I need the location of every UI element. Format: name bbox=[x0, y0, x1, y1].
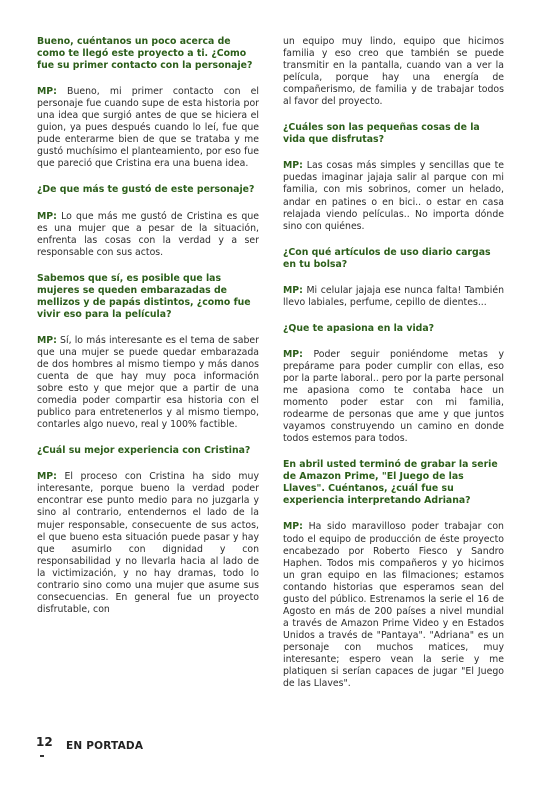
interview-answer bbox=[37, 86, 259, 170]
speaker-label: MP: bbox=[37, 86, 57, 98]
interview-question: ¿Que te apasiona en la vida? bbox=[283, 322, 435, 334]
interview-answer bbox=[283, 160, 504, 232]
answer-text: Ha sido maravilloso poder trabajar con todo el equipo de producción de éste proyecto encabezado por Roberto Fiesco y Sandro Haphen. Todos mis compañeros y yo hicimos un gran equipo en las filmaciones; estamos contando historias que esperamos sean del gusto del público. Estrenamos la serie el 16 de Agosto en más de 200 países a nivel mundial a través de Amazon Prime Video y en Estados Unidos a través de "Pantaya". "Adriana" es un personaje con muchos matices, muy interesante; espero vean la serie y me platiquen si serían capaces de jugar "El Juego de las Llaves". bbox=[283, 521, 504, 690]
page-number-dash bbox=[40, 755, 44, 757]
qa-block bbox=[37, 36, 259, 72]
interview-answer bbox=[37, 211, 259, 259]
interview-answer bbox=[283, 285, 504, 309]
qa-block bbox=[37, 184, 259, 196]
answer-text: Poder seguir poniéndome metas y prepárame para poder cumplir con ellas, eso por la parte laboral.. pero por la parte personal me apasiona como te contaba hace un momento poder estar con mi familia, rodearme de personas que ame y que juntos vayamos construyendo un camino en donde todos estemos para todos. bbox=[283, 348, 504, 445]
qa-block bbox=[37, 273, 259, 321]
interview-answer bbox=[37, 471, 259, 616]
speaker-label: MP: bbox=[37, 210, 57, 222]
interview-answer bbox=[283, 349, 504, 445]
page-number: 12 bbox=[36, 735, 53, 749]
qa-block bbox=[283, 122, 504, 146]
answer-text: Bueno, mi primer contacto con el personaje fue cuando supe de esta historia por una idea que surgió antes de que se hiciera el guion, ya pues después cuando lo leí, fue que pude enterarme bien de que se trataba y me gustó muchísimo el planteamiento, por eso fue que pareció que Cristina era una buena idea. bbox=[37, 86, 259, 170]
interview-question: ¿Cuáles son las pequeñas cosas de la vida que disfrutas? bbox=[283, 122, 480, 146]
answer-text: El proceso con Cristina ha sido muy interesante, porque bueno la verdad poder encontrar ese punto medio para no juzgarla y sino al contrario, entendernos el lado de la mujer responsable, consecuente de sus actos, el que bueno esta situación puede pasar y hay que asumirlo con dignidad y con responsabilidad y no llevarla hacia al lado de la victimización, y no hay dramas, todo lo contrario sino como una mujer que asume sus consecuencias. En general fue un proyecto disfrutable, con bbox=[37, 471, 259, 615]
interview-question: Sabemos que sí, es posible que las mujeres se queden embarazadas de mellizos y de papás distintos, ¿como fue vivir eso para la película? bbox=[37, 272, 251, 320]
answer-text: Lo que más me gustó de Cristina es que es una mujer que a pesar de la situación, enfrenta las cosas con la verdad y a ser responsable con sus actos. bbox=[37, 210, 259, 258]
qa-block bbox=[283, 323, 504, 335]
left-column bbox=[37, 36, 259, 630]
qa-block bbox=[37, 445, 259, 457]
speaker-label: MP: bbox=[37, 334, 57, 346]
interview-answer bbox=[37, 335, 259, 431]
speaker-label: MP: bbox=[37, 471, 57, 483]
answer-text: Sí, lo más interesante es el tema de saber que una mujer se puede quedar embarazada de dos hombres al mismo tiempo y más danos cuenta de que hay muy poca información sobre esto y que mejor que a partir de una comedia poder compartir esa historia con el publico para entretenerlos y al mismo tiempo, contarles algo nuevo, real y 100% factible. bbox=[37, 334, 259, 431]
interview-question: ¿De que más te gustó de este personaje? bbox=[37, 184, 255, 196]
speaker-label: MP: bbox=[283, 284, 303, 296]
speaker-label: MP: bbox=[283, 348, 303, 360]
answer-text: Mi celular jajaja ese nunca falta! También llevo labiales, perfume, cepillo de dientes... bbox=[283, 284, 504, 308]
interview-question: ¿Con qué artículos de uso diario cargas en tu bolsa? bbox=[283, 246, 491, 270]
speaker-label: MP: bbox=[283, 521, 303, 533]
section-label: EN PORTADA bbox=[66, 740, 144, 752]
interview-answer-continued bbox=[283, 36, 504, 108]
answer-text: un equipo muy lindo, equipo que hicimos familia y eso creo que también se puede transmitir en la pantalla, cuando van a ver la película, porque hay una energía de compañerismo, de familia y de trabajar todos al favor del proyecto. bbox=[283, 36, 504, 108]
answer-text: Las cosas más simples y sencillas que te puedas imaginar jajaja salir al parque con mi familia, con mis sobrinos, comer un helado, andar en patines o en bici.. o estar en casa relajada viendo películas.. No importa dónde sino con quiénes. bbox=[283, 160, 504, 232]
interview-question: ¿Cuál su mejor experiencia con Cristina? bbox=[37, 445, 251, 457]
right-column bbox=[283, 36, 504, 704]
speaker-label: MP: bbox=[283, 160, 303, 172]
qa-block bbox=[283, 459, 504, 507]
interview-answer bbox=[283, 521, 504, 690]
interview-question: En abril usted terminó de grabar la serie de Amazon Prime, "El Juego de las Llaves". Cuéntanos, ¿cuál fue su experiencia interpretando Adriana? bbox=[283, 459, 498, 507]
interview-question: Bueno, cuéntanos un poco acerca de como te llegó este proyecto a ti. ¿Como fue su primer contacto con la personaje? bbox=[37, 36, 253, 72]
qa-block bbox=[283, 247, 504, 271]
